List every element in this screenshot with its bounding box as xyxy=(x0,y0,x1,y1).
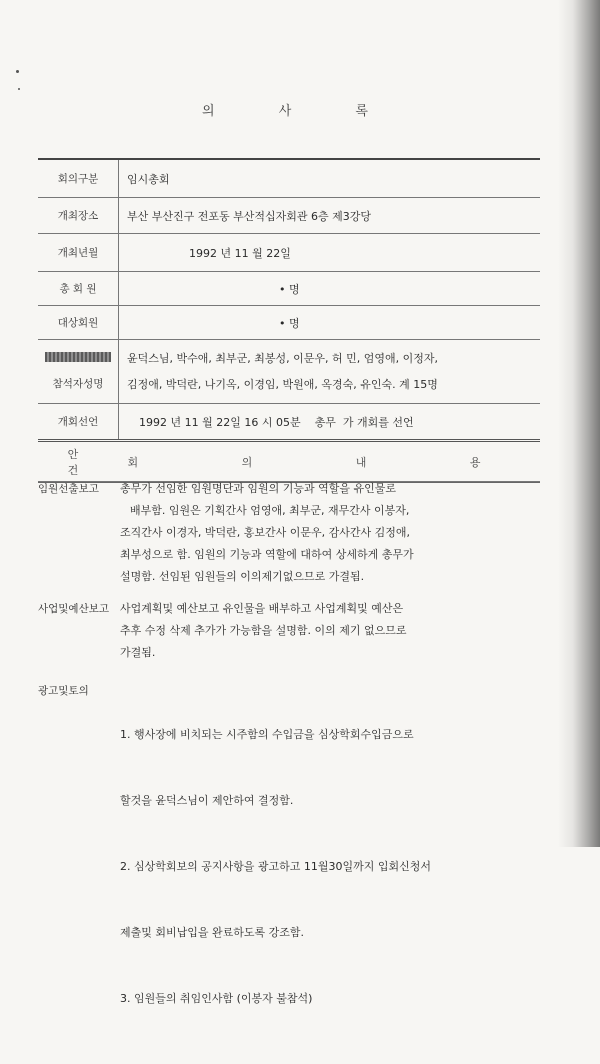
agenda-item-officer-election xyxy=(38,478,558,588)
agenda-line: 3. 임원들의 취임인사함 (이봉자 불참석) xyxy=(120,992,313,1005)
meeting-type-value: 임시총회 xyxy=(127,172,170,186)
total-members-label: 총 회 원 xyxy=(38,272,119,305)
agenda-line: 최부성으로 함. 임원의 기능과 역할에 대하여 상세하게 총무가 xyxy=(120,548,414,561)
agenda-line: 조직간사 이경자, 박덕란, 홍보간사 이문우, 감사간사 김정애, xyxy=(120,526,410,539)
date-value: 1992 년 11 월 22일 xyxy=(189,246,291,260)
attendees-label: 참석자성명 xyxy=(52,378,104,390)
agenda-line: 총무가 선임한 임원명단과 임원의 기능과 역할을 유인물로 xyxy=(120,482,397,495)
agenda-line: 할것을 윤덕스님이 제안하여 결정함. xyxy=(120,794,294,807)
target-members-label: 대상회원 xyxy=(38,306,119,339)
agenda-text xyxy=(120,680,558,1054)
agenda-line: 1. 행사장에 비치되는 시주함의 수입금을 심상학회수입금으로 xyxy=(120,728,414,741)
row-meeting-type xyxy=(38,160,540,198)
agenda-text xyxy=(120,478,558,588)
agenda-header-row xyxy=(38,442,540,482)
attendees-line-1: 윤덕스님, 박수애, 최부군, 최봉성, 이문우, 허 민, 엄영애, 이정자, xyxy=(127,351,438,365)
target-members-value: • 명 xyxy=(279,316,300,330)
struck-out-text xyxy=(45,352,111,362)
agenda-header-right: 회 의 내 용 xyxy=(127,455,531,469)
row-place xyxy=(38,198,540,234)
scan-shadow-edge xyxy=(558,0,600,847)
agenda-line: 제출및 회비납입을 완료하도록 강조함. xyxy=(120,926,305,939)
row-opening xyxy=(38,404,540,442)
opening-value: 1992 년 11 월 22일 16 시 05분 총무 가 개회를 선언 xyxy=(139,415,414,429)
agenda-label: 광고및토의 xyxy=(38,685,89,697)
agenda-item-announcements xyxy=(38,680,558,1054)
date-label: 개최년월 xyxy=(38,234,119,271)
agenda-line: 설명함. 선임된 임원들의 이의제기없으므로 가결됨. xyxy=(120,570,365,583)
scan-speck xyxy=(16,70,19,73)
attendees-line-2: 김정애, 박덕란, 나기옥, 이경임, 박원애, 옥경숙, 유인숙. 계 15명 xyxy=(127,377,438,391)
place-value: 부산 부산진구 전포동 부산적십자회관 6층 제3강당 xyxy=(127,209,371,223)
agenda-line: 2. 심상학회보의 공지사항을 광고하고 11월30일까지 입회신청서 xyxy=(120,860,431,873)
place-label: 개최장소 xyxy=(38,198,119,233)
row-total-members xyxy=(38,272,540,306)
agenda-line: 사업계획및 예산보고 유인물을 배부하고 사업계획및 예산은 xyxy=(120,602,404,615)
agenda-text xyxy=(120,598,558,664)
meeting-type-label: 회의구분 xyxy=(38,160,119,197)
agenda-header-left: 안 건 xyxy=(67,447,99,477)
attendees-label-cell xyxy=(38,340,119,403)
row-attendees xyxy=(38,340,540,404)
agenda-line: 추후 수정 삭제 추가가 가능함을 설명함. 이의 제기 없으므로 xyxy=(120,624,407,637)
document-title: 의 사 록 xyxy=(202,104,398,119)
agenda-label: 임원선출보고 xyxy=(38,483,99,495)
agenda-label: 사업및예산보고 xyxy=(38,603,110,615)
agenda-line: 가결됨. xyxy=(120,646,156,659)
agenda-header xyxy=(38,442,540,481)
row-date xyxy=(38,234,540,272)
total-members-value: • 명 xyxy=(279,282,300,296)
meeting-info-table xyxy=(38,158,540,483)
agenda-item-business-budget xyxy=(38,598,558,664)
row-target-members xyxy=(38,306,540,340)
attendees-value xyxy=(119,340,540,403)
opening-label: 개회선언 xyxy=(38,404,119,439)
agenda-body xyxy=(38,478,558,1064)
scan-speck xyxy=(18,88,20,90)
agenda-line: 배부함. 임원은 기획간사 엄영애, 최부군, 재무간사 이봉자, xyxy=(130,504,410,517)
